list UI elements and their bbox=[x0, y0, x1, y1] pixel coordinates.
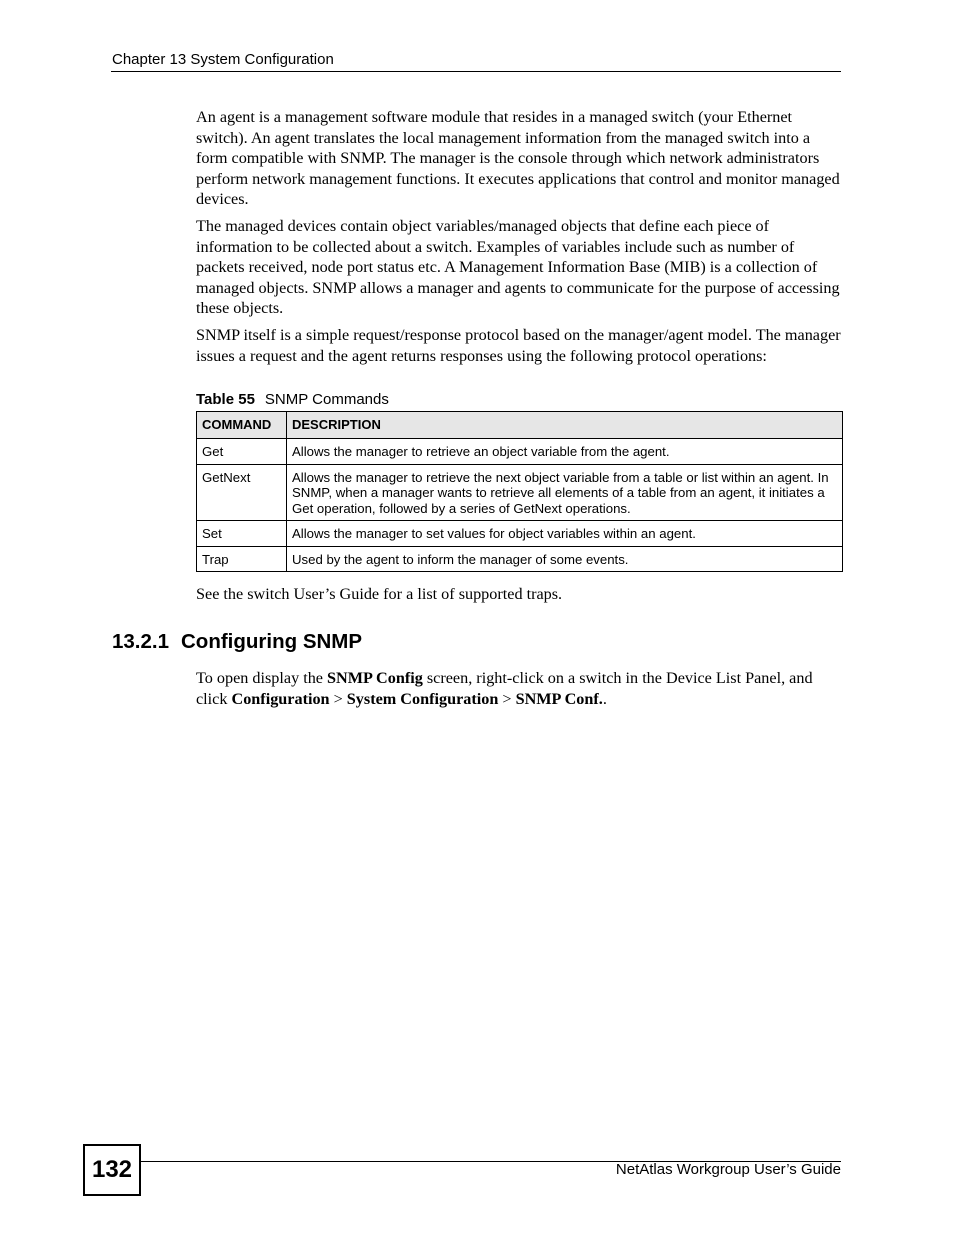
page-number: 132 bbox=[83, 1144, 141, 1196]
snmp-commands-table bbox=[196, 411, 843, 572]
command-cell: Set bbox=[197, 521, 287, 547]
paragraph-snmp-protocol-text: SNMP itself is a simple request/response protocol based on the manager/agent model. The manager issues a request and the agent returns responses using the following protocol operations: bbox=[196, 326, 841, 365]
intro-before-text: To open display the bbox=[196, 669, 328, 687]
column-header-description: DESCRIPTION bbox=[287, 412, 843, 439]
command-cell: Get bbox=[197, 439, 287, 465]
paragraph-agent bbox=[196, 107, 841, 210]
description-cell: Allows the manager to retrieve the next object variable from a table or list within an agent. In SNMP, when a manager wants to retrieve all elements of a table from an agent, it initiates a Get operation, followed by a series of GetNext operations. bbox=[287, 464, 843, 521]
table-row bbox=[197, 521, 843, 547]
table-row bbox=[197, 464, 843, 521]
menu-system-configuration: System Configuration bbox=[346, 689, 499, 708]
description-cell: Allows the manager to set values for object variables within an agent. bbox=[287, 521, 843, 547]
paragraph-traps-note-text: See the switch User’s Guide for a list of supported traps. bbox=[196, 585, 563, 603]
paragraph-snmp-protocol bbox=[196, 325, 841, 366]
section-heading bbox=[112, 630, 362, 654]
table-caption-label: Table 55 bbox=[196, 391, 255, 408]
paragraph-open-screen-text bbox=[196, 668, 841, 709]
description-cell: Allows the manager to retrieve an object variable from the agent. bbox=[287, 439, 843, 465]
command-cell: GetNext bbox=[197, 464, 287, 521]
section-number: 13.2.1 bbox=[112, 630, 169, 653]
screen-name: SNMP Config bbox=[327, 669, 423, 687]
menu-configuration: Configuration bbox=[231, 689, 330, 708]
column-header-command: COMMAND bbox=[197, 412, 287, 439]
section-title: Configuring SNMP bbox=[181, 630, 363, 653]
menu-separator: > bbox=[329, 689, 347, 708]
command-cell: Trap bbox=[197, 546, 287, 572]
intro-end-text: . bbox=[602, 689, 607, 708]
header-divider bbox=[111, 71, 841, 72]
paragraph-open-screen bbox=[196, 668, 841, 709]
running-header: Chapter 13 System Configuration bbox=[112, 51, 334, 68]
intro-mid-text: screen, right-click on a switch in the Device List Panel, and click bbox=[196, 669, 813, 708]
table-caption-title: SNMP Commands bbox=[264, 391, 389, 408]
description-cell: Used by the agent to inform the manager of some events. bbox=[287, 546, 843, 572]
guide-title: NetAtlas Workgroup User’s Guide bbox=[615, 1161, 841, 1178]
paragraph-managed-devices bbox=[196, 216, 841, 319]
table-header-row bbox=[197, 412, 843, 439]
table-row bbox=[197, 439, 843, 465]
table-row bbox=[197, 546, 843, 572]
paragraph-managed-devices-text: The managed devices contain object variables/managed objects that define each piece of information to be collected about a switch. Examples of variables include such as number of packets received, node port status etc. A Management Information Base (MIB) is a collection of managed objects. SNMP allows a manager and agents to communicate for the purpose of accessing these objects. bbox=[196, 217, 840, 317]
menu-separator: > bbox=[498, 689, 516, 708]
table-caption bbox=[196, 391, 389, 408]
paragraph-traps-note bbox=[196, 584, 841, 605]
paragraph-agent-text: An agent is a management software module that resides in a managed switch (your Ethernet switch). An agent translates the local management information from the managed switch into a form compatible with SNMP. The manager is the console through which network administrators perform network management functions. It executes applications that control and monitor managed devices. bbox=[196, 108, 840, 208]
menu-snmp-conf: SNMP Conf. bbox=[515, 689, 603, 708]
